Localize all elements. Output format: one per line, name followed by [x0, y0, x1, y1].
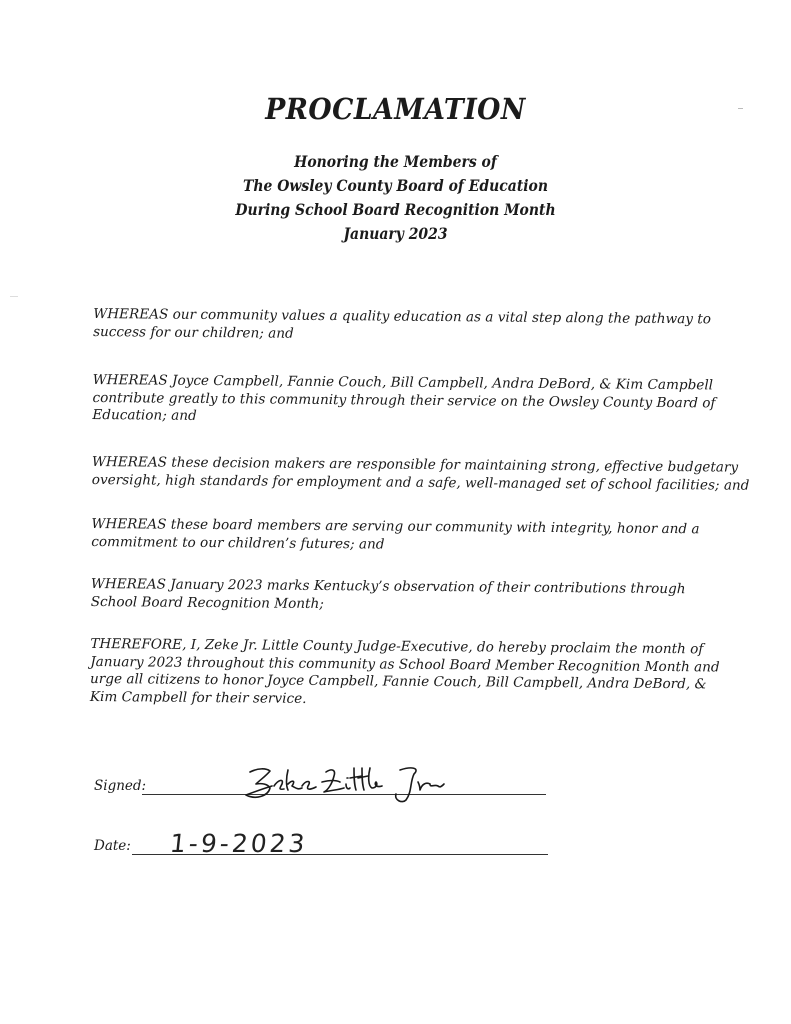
subtitle-line: The Owsley County Board of Education — [242, 176, 549, 195]
subtitle-line: Honoring the Members of — [294, 152, 497, 171]
paragraph-line: School Board Recognition Month; — [90, 593, 324, 612]
paragraph-line: Education; and — [92, 406, 197, 424]
paragraph-line: contribute greatly to this community through their service on the Owsley County Board of — [92, 389, 716, 411]
paragraph-line: Kim Campbell for their service. — [89, 688, 307, 707]
whereas-paragraph-4 — [91, 515, 700, 556]
scan-speck — [738, 108, 743, 109]
subtitle-line: During School Board Recognition Month — [235, 200, 556, 219]
paragraph-line: WHEREAS Joyce Campbell, Fannie Couch, Bill Campbell, Andra DeBord, & Kim Campbell — [92, 371, 714, 394]
paragraph-line: oversight, high standards for employment and a safe, well-managed set of school facilities; and — [91, 471, 750, 494]
subtitle-block — [0, 150, 791, 246]
scan-speck — [10, 296, 18, 297]
paragraph-line: WHEREAS these decision makers are responsible for maintaining strong, effective budgetary — [91, 453, 739, 476]
paragraph-line: commitment to our children’s futures; and — [91, 533, 385, 553]
date-label: Date: — [94, 838, 131, 854]
therefore-paragraph — [89, 635, 720, 711]
whereas-paragraph-5 — [91, 576, 691, 616]
page-title: PROCLAMATION — [265, 92, 526, 126]
paragraph-line: January 2023 throughout this community as School Board Member Recognition Month and — [90, 653, 720, 675]
paragraph-line: THEREFORE, I, Zeke Jr. Little County Judge-Executive, do hereby proclaim the month of — [90, 635, 704, 658]
subtitle-line: January 2023 — [343, 224, 448, 243]
paragraph-line: WHEREAS our community values a quality education as a vital step along the pathway to — [93, 305, 711, 328]
date-row — [94, 830, 554, 860]
paragraph-line: success for our children; and — [93, 323, 294, 342]
whereas-paragraph-2 — [92, 371, 716, 430]
paragraph-line: WHEREAS these board members are serving our community with integrity, honor and a — [91, 515, 700, 538]
handwritten-signature — [244, 762, 474, 806]
whereas-paragraph-1 — [93, 305, 711, 346]
signature-row — [94, 770, 554, 800]
whereas-paragraph-3 — [91, 453, 750, 494]
paragraph-line: urge all citizens to honor Joyce Campbell, Fannie Couch, Bill Campbell, Andra DeBord, & — [90, 670, 707, 693]
paragraph-line: WHEREAS January 2023 marks Kentucky’s observation of their contributions through — [90, 575, 686, 598]
handwritten-date: 1-9-2023 — [168, 829, 310, 858]
signed-label: Signed: — [94, 778, 147, 794]
